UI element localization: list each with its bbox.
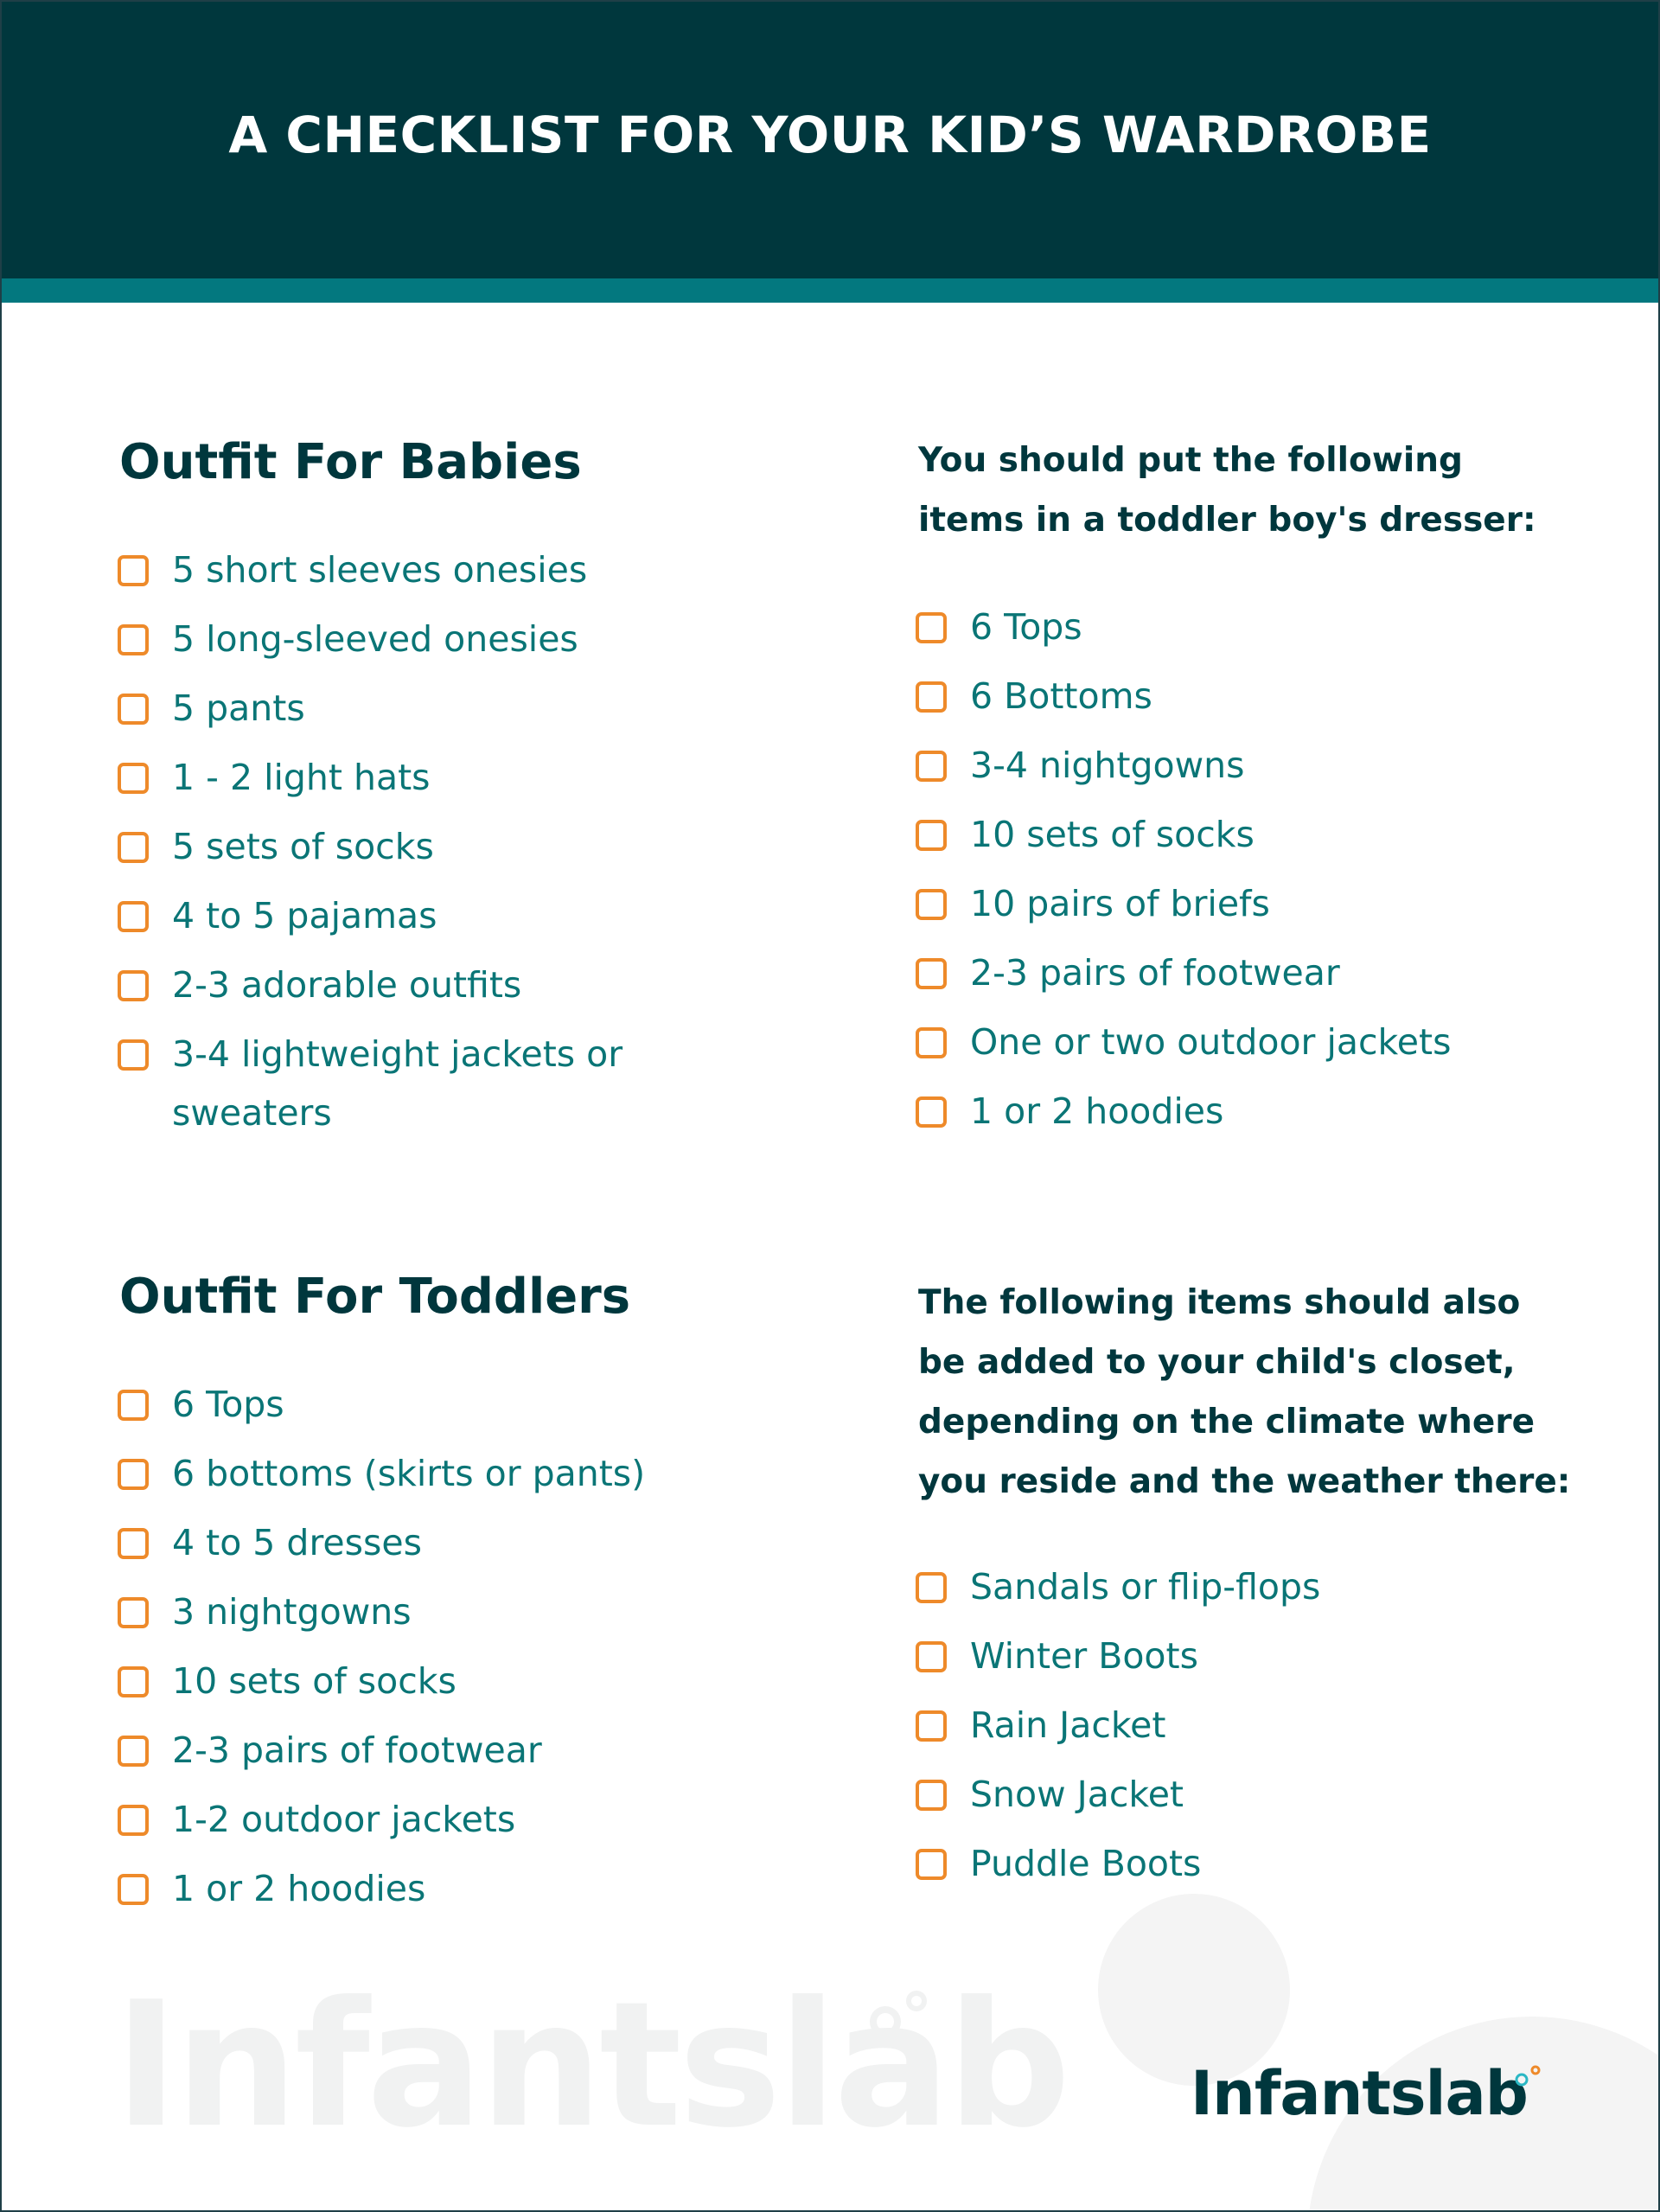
toddlers-checklist: [118, 1375, 809, 1928]
item-label: 3 nightgowns: [172, 1591, 412, 1633]
checkbox[interactable]: [118, 1390, 149, 1421]
checkbox[interactable]: [118, 1597, 149, 1628]
list-item[interactable]: [118, 748, 723, 817]
brand-watermark: Infantslab: [114, 1965, 1068, 2166]
list-item[interactable]: [118, 540, 723, 610]
list-item[interactable]: [916, 1013, 1607, 1082]
item-label: 4 to 5 pajamas: [172, 895, 437, 937]
header-banner: [2, 2, 1658, 278]
checkbox[interactable]: [916, 1849, 947, 1880]
list-item[interactable]: [916, 805, 1607, 874]
item-label: 2-3 adorable outfits: [172, 964, 522, 1006]
list-item[interactable]: [916, 598, 1607, 667]
babies-checklist: [118, 540, 723, 1153]
list-item[interactable]: [118, 1582, 809, 1652]
item-label: 3-4 nightgowns: [970, 745, 1245, 786]
item-label: Snow Jacket: [970, 1774, 1184, 1815]
checkbox[interactable]: [916, 889, 947, 920]
list-item[interactable]: [916, 1557, 1607, 1627]
checkbox[interactable]: [118, 901, 149, 932]
list-item[interactable]: [916, 943, 1607, 1013]
list-item[interactable]: [118, 817, 723, 886]
item-label: 6 Bottoms: [970, 675, 1152, 717]
item-label: 6 Tops: [970, 606, 1082, 648]
item-label: 5 pants: [172, 687, 305, 729]
checkbox[interactable]: [118, 1805, 149, 1836]
item-label: 1 or 2 hoodies: [172, 1868, 426, 1909]
item-label: 2-3 pairs of footwear: [970, 952, 1340, 994]
list-item[interactable]: [118, 1025, 630, 1153]
item-label: 4 to 5 dresses: [172, 1522, 422, 1563]
checkbox[interactable]: [916, 1641, 947, 1672]
checkbox[interactable]: [118, 1528, 149, 1559]
item-label: 5 short sleeves onesies: [172, 549, 588, 591]
list-item[interactable]: [118, 956, 723, 1025]
list-item[interactable]: [118, 1375, 809, 1444]
list-item[interactable]: [118, 1721, 809, 1790]
checkbox[interactable]: [916, 1096, 947, 1128]
logo-dots-icon: [1513, 2064, 1544, 2088]
toddler-boy-checklist: [916, 598, 1607, 1151]
checkbox[interactable]: [916, 1780, 947, 1811]
item-label: 1 or 2 hoodies: [970, 1090, 1224, 1132]
list-item[interactable]: [916, 1627, 1607, 1696]
checkbox[interactable]: [916, 681, 947, 713]
list-item[interactable]: [118, 886, 723, 956]
brand-logo: Infantslab: [1191, 2058, 1528, 2129]
checkbox[interactable]: [916, 1572, 947, 1603]
checkbox[interactable]: [118, 1666, 149, 1697]
item-label: One or two outdoor jackets: [970, 1021, 1452, 1063]
checkbox[interactable]: [916, 1710, 947, 1742]
item-label: Winter Boots: [970, 1635, 1198, 1677]
header-stripe: [2, 278, 1658, 303]
checkbox[interactable]: [118, 1874, 149, 1905]
page-title: A CHECKLIST FOR YOUR KID’S WARDROBE: [228, 105, 1432, 164]
item-label: 5 long-sleeved onesies: [172, 618, 578, 660]
checkbox[interactable]: [118, 1039, 149, 1071]
list-item[interactable]: [916, 736, 1607, 805]
list-item[interactable]: [118, 610, 723, 679]
list-item[interactable]: [118, 1652, 809, 1721]
list-item[interactable]: [916, 874, 1607, 943]
item-label: 1 - 2 light hats: [172, 757, 431, 798]
list-item[interactable]: [118, 1790, 809, 1859]
item-label: 2-3 pairs of footwear: [172, 1729, 542, 1771]
checkbox[interactable]: [118, 1459, 149, 1490]
checkbox[interactable]: [118, 763, 149, 794]
item-label: 10 sets of socks: [970, 814, 1255, 855]
checkbox[interactable]: [916, 612, 947, 643]
item-label: Puddle Boots: [970, 1843, 1202, 1884]
toddler-boy-intro: You should put the following items in a toddler boy's dresser:: [918, 441, 1536, 540]
item-label: 5 sets of socks: [172, 826, 434, 867]
list-item[interactable]: [118, 1444, 809, 1513]
watermark-dots-icon: [866, 1989, 935, 2041]
babies-heading: Outfit For Babies: [119, 434, 582, 490]
list-item[interactable]: [916, 667, 1607, 736]
list-item[interactable]: [118, 1859, 809, 1928]
checkbox[interactable]: [118, 694, 149, 725]
checkbox[interactable]: [916, 1027, 947, 1058]
item-label: 6 bottoms (skirts or pants): [172, 1453, 646, 1494]
list-item[interactable]: [916, 1696, 1607, 1765]
list-item[interactable]: [916, 1765, 1607, 1834]
checkbox[interactable]: [118, 624, 149, 655]
climate-checklist: [916, 1557, 1607, 1903]
item-label: Sandals or flip-flops: [970, 1566, 1321, 1608]
checkbox[interactable]: [916, 751, 947, 782]
climate-intro: The following items should also be added to your child's closet, depending on the climate where you reside and the weather there:: [918, 1283, 1571, 1501]
item-label: 3-4 lightweight jackets or sweaters: [172, 1033, 623, 1134]
checkbox[interactable]: [118, 1736, 149, 1767]
item-label: 1-2 outdoor jackets: [172, 1799, 516, 1840]
item-label: Rain Jacket: [970, 1704, 1166, 1746]
checkbox[interactable]: [118, 832, 149, 863]
checkbox[interactable]: [118, 970, 149, 1001]
checkbox[interactable]: [916, 820, 947, 851]
list-item[interactable]: [916, 1834, 1607, 1903]
checkbox[interactable]: [118, 555, 149, 586]
list-item[interactable]: [118, 1513, 809, 1582]
item-label: 10 pairs of briefs: [970, 883, 1270, 924]
list-item[interactable]: [118, 679, 723, 748]
checkbox[interactable]: [916, 958, 947, 989]
decorative-circle: [1098, 1894, 1290, 2086]
item-label: 10 sets of socks: [172, 1660, 456, 1702]
toddlers-heading: Outfit For Toddlers: [119, 1269, 631, 1325]
item-label: 6 Tops: [172, 1384, 284, 1425]
list-item[interactable]: [916, 1082, 1607, 1151]
